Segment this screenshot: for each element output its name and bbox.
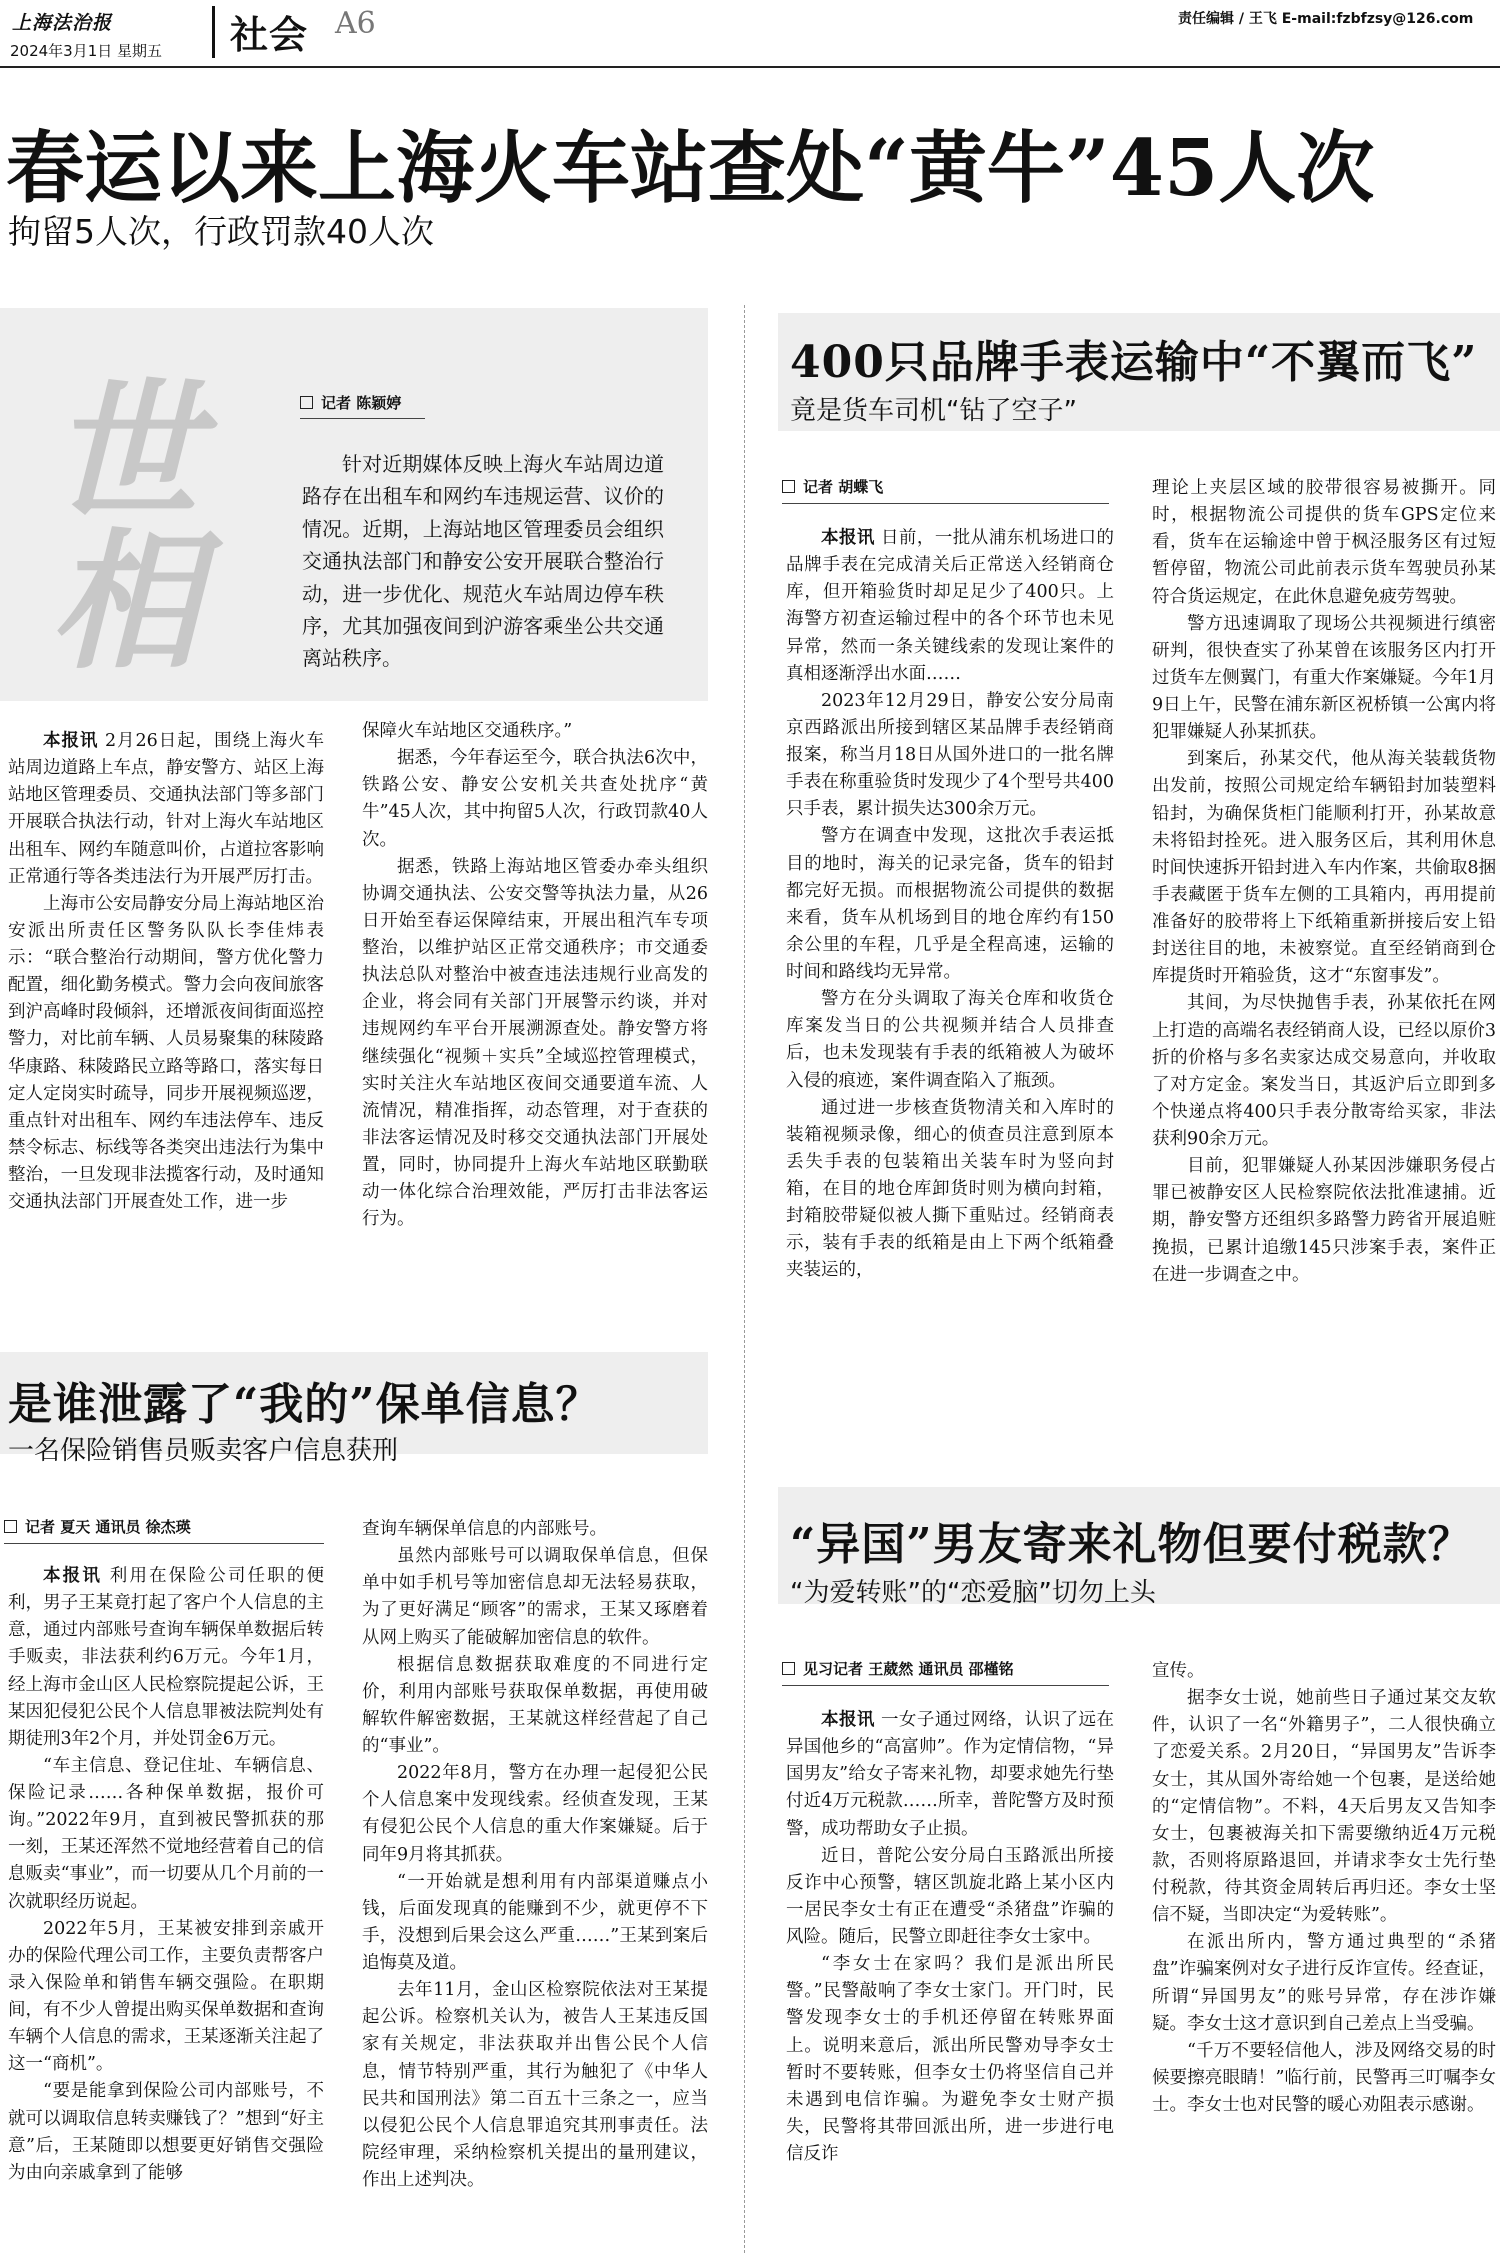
paragraph-text: 一女子通过网络，认识了远在异国他乡的“高富帅”。作为定情信物，“异国男友”给女子寄来礼物，却要求她先行垫付近4万元税款……所幸，普陀警方及时预警，成功帮助女子止损。 <box>786 1710 1115 1839</box>
watch-subtitle: 竟是货车司机“钻了空子” <box>790 396 1077 426</box>
byline-box-icon <box>782 480 795 493</box>
paragraph <box>8 728 324 891</box>
byline-box-icon <box>782 1662 795 1675</box>
paragraph-text: 2月26日起，围绕上海火车站周边道路上车点，静安警方、站区上海站地区管理委员、交通执法部门等多部门开展联合执法行动，针对上海火车站地区出租车、网约车随意叫价，占道拉客影响正常通行等各类违法行为开展严厉打击。 <box>8 731 324 887</box>
paragraph-text: 日前，一批从浦东机场进口的品牌手表在完成清关后正常送入经销商仓库，但开箱验货时却足足少了400只。上海警方初查运输过程中的各个环节也未见异常，然而一条关键线索的发现让案件的真相逐渐浮出水面…… <box>786 528 1115 684</box>
paragraph <box>1152 746 1496 990</box>
paragraph <box>1152 990 1496 1153</box>
lead-byline <box>300 392 401 413</box>
paragraph <box>786 688 1114 824</box>
paragraph <box>786 986 1114 1095</box>
paragraph <box>786 525 1114 688</box>
masthead-rule <box>0 66 1500 68</box>
paragraph-text: 警方在调查中发现，这批次手表运抵目的地时，海关的记录完备，货车的铅封都完好无损。而根据物流公司提供的数据来看，货车从机场到目的地仓库约有150余公里的车程，几乎是全程高速，运输的时间和路线均无异常。 <box>786 826 1114 982</box>
paragraph-text: 宣传。 <box>1152 1661 1205 1681</box>
paragraph-text: 目前，犯罪嫌疑人孙某因涉嫌职务侵占罪已被静安区人民检察院依法批准逮捕。近期，静安警方还组织多路警力跨省开展追赃挽损，已累计追缴145只涉案手表，案件正在进一步调查之中。 <box>1152 1156 1496 1285</box>
paragraph-text: 保障火车站地区交通秩序。” <box>362 721 573 741</box>
paragraph <box>362 745 708 854</box>
paragraph-text: 警方迅速调取了现场公共视频进行缜密研判，很快查实了孙某曾在该服务区内打开过货车左侧翼门，有重大作案嫌疑。今年1月9日上午，民警在浦东新区祝桥镇一公寓内将犯罪嫌疑人孙某抓获。 <box>1152 613 1496 743</box>
paragraph <box>1152 475 1496 611</box>
dateline-lead: 本报讯 <box>43 731 99 751</box>
paragraph <box>1152 1153 1496 1289</box>
watch-col-2 <box>1152 475 1496 1289</box>
insurance-byline <box>4 1516 191 1537</box>
insurance-byline-text: 记者 夏天 通讯员 徐杰瑛 <box>25 1518 191 1536</box>
paragraph-text: 其间，为尽快抛售手表，孙某依托在网上打造的高端名表经销商人设，已经以原价3折的价格与多名卖家达成交易意向，并收取了对方定金。案发当日，其返沪后立即到多个快递点将400只手表分散寄给买家，非法获利90余万元。 <box>1152 993 1496 1149</box>
paragraph <box>362 1652 708 1761</box>
paragraph-text: 据悉，今年春运至今，联合执法6次中，铁路公安、静安公安机关共查处扰序“黄牛”45人次，其中拘留5人次，行政罚款40人次。 <box>362 748 708 850</box>
date-line: 2024年3月1日 星期五 <box>10 42 163 60</box>
paragraph-text: “李女士在家吗？我们是派出所民警。”民警敲响了李女士家门。开门时，民警发现李女士的手机还停留在转账界面上。说明来意后，派出所民警劝导李女士暂时不要转账，但李女士仍将坚信自己并未遇到电信诈骗。为避免李女士财产损失，民警将其带回派出所，进一步进行电信反诈 <box>786 1954 1114 2164</box>
paragraph <box>8 891 324 1217</box>
paragraph-text: 理论上夹层区域的胶带很容易被撕开。同时，根据物流公司提供的货车GPS定位来看，货车在运输途中曾于枫泾服务区有过短暂停留，物流公司此前表示货车驾驶员孙某符合货运规定，在此休息避免疲劳驾驶。 <box>1152 478 1496 607</box>
paragraph-text: 2023年12月29日，静安公安分局南京西路派出所接到辖区某品牌手表经销商报案，称当月18日从国外进口的一批名牌手表在称重验货时发现少了4个型号共400只手表，累计损失达300余万元。 <box>786 690 1114 820</box>
paragraph-text: 在派出所内，警方通过典型的“杀猪盘”诈骗案例对女子进行反诈宣传。经查证，所谓“异国男友”的账号异常，存在涉诈嫌疑。李女士这才意识到自己差点上当受骗。 <box>1152 1932 1496 2034</box>
paragraph <box>8 1563 324 1753</box>
paragraph-text: “车主信息、登记住址、车辆信息、保险记录……各种保单数据，报价可询。”2022年9月，直到被民警抓获的那一刻，王某还浑然不觉地经营着自己的信息贩卖“事业”，而一切要从几个月前的一次就职经历说起。 <box>8 1755 324 1912</box>
paragraph <box>786 1707 1114 1843</box>
lead-byline-text: 记者 陈颖婷 <box>321 394 402 412</box>
column-mark-watermark: 世相 <box>24 372 200 672</box>
dateline-lead: 本报讯 <box>821 528 875 548</box>
editor-line: 责任编辑 / 王飞 E-mail:fzbfzsy@126.com <box>1178 11 1474 27</box>
dateline-lead: 本报讯 <box>821 1710 875 1730</box>
paragraph <box>362 718 708 745</box>
insurance-byline-rule <box>4 1543 324 1544</box>
lead-intro: 针对近期媒体反映上海火车站周边道路存在出租车和网约车违规运营、议价的情况。近期，上海站地区管理委员会组织交通执法部门和静安公安开展联合整治行动，进一步优化、规范火车站周边停车秩序，尤其加强夜间到沪游客乘坐公共交通离站秩序。 <box>302 452 664 671</box>
paragraph <box>786 1951 1114 2168</box>
paragraph <box>8 1916 324 2079</box>
paper-name: 上海法治报 <box>12 12 113 34</box>
byline-box-icon <box>4 1520 17 1533</box>
paragraph <box>8 1753 324 1916</box>
romance-col-2 <box>1152 1658 1496 2119</box>
paragraph <box>786 823 1114 986</box>
paragraph <box>1152 1658 1496 1685</box>
watch-col-1 <box>786 525 1114 1285</box>
paragraph-text: 据悉，铁路上海站地区管委办牵头组织协调交通执法、公安交警等执法力量，从26日开始至春运保障结束，开展出租汽车专项整治，以维护站区正常交通秩序；市交通委执法总队对整治中被查违法违规行业高发的企业，将会同有关部门开展警示约谈，并对违规网约车平台开展溯源查处。静安警方将继续强化“视频＋实兵”全域巡控管理模式，实时关注火车站地区夜间交通要道车流、人流情况，精准指挥，动态管理，对于查获的非法客运情况及时移交交通执法部门开展处置，同时，协同提升上海火车站地区联勤联动一体化综合治理效能，严厉打击非法客运行为。 <box>362 856 708 1230</box>
paragraph-text: “一开始就是想利用有内部渠道赚点小钱，后面发现真的能赚到不少，就更停不下手，没想到后果会这么严重……”王某到案后追悔莫及道。 <box>362 1871 708 1973</box>
masthead-divider <box>212 6 215 58</box>
romance-byline <box>782 1658 1014 1679</box>
lead-subtitle: 拘留5人次，行政罚款40人次 <box>8 212 434 251</box>
paragraph <box>1152 2038 1496 2119</box>
paragraph <box>1152 611 1496 747</box>
paragraph <box>786 1095 1114 1285</box>
section-name: 社会 <box>230 12 309 57</box>
paragraph-text: “要是能拿到保险公司内部账号，不就可以调取信息转卖赚钱了？”想到“好主意”后，王某随即以想要更好销售交强险为由向亲戚拿到了能够 <box>8 2081 324 2183</box>
watch-byline-text: 记者 胡蝶飞 <box>803 478 884 496</box>
paragraph-text: 据李女士说，她前些日子通过某交友软件，认识了一名“外籍男子”，二人很快确立了恋爱关系。2月20日，“异国男友”告诉李女士，其从国外寄给她一个包裹，是送给她的“定情信物”。不料，4天后男友又告知李女士，包裹被海关扣下需要缴纳近4万元税款，否则将原路退回，并请求李女士先行垫付税款，待其资金周转后再归还。李女士坚信不疑，当即决定“为爱转账”。 <box>1152 1688 1496 1926</box>
paragraph-text: “千万不要轻信他人，涉及网络交易的时候要擦亮眼睛！”临行前，民警再三叮嘱李女士。李女士也对民警的暖心劝阻表示感谢。 <box>1152 2040 1496 2115</box>
paragraph <box>1152 1685 1496 1929</box>
insurance-title: 是谁泄露了“我的”保单信息？ <box>8 1379 601 1430</box>
paragraph-text: 查询车辆保单信息的内部账号。 <box>362 1519 607 1539</box>
paragraph <box>786 1843 1114 1952</box>
paragraph <box>362 1977 708 2194</box>
lead-col-2 <box>362 718 708 1233</box>
paragraph <box>8 2078 324 2187</box>
paragraph <box>1152 1929 1496 2038</box>
paragraph-text: 警方在分头调取了海关仓库和收货仓库案发当日的公共视频并结合人员排查后，也未发现装有手表的纸箱被人为破坏入侵的痕迹，案件调查陷入了瓶颈。 <box>786 989 1114 1091</box>
paragraph-text: 虽然内部账号可以调取保单信息，但保单中如手机号等加密信息却无法轻易获取，为了更好满足“顾客”的需求，王某又琢磨着从网上购买了能破解加密信息的软件。 <box>362 1546 708 1648</box>
paragraph <box>362 1516 708 1543</box>
romance-col-1 <box>786 1707 1114 2168</box>
watch-title: 400只品牌手表运输中“不翼而飞” <box>790 337 1478 388</box>
insurance-col-2 <box>362 1516 708 2194</box>
byline-box-icon <box>300 396 313 409</box>
paragraph-text: 通过进一步核查货物清关和入库时的装箱视频录像，细心的侦查员注意到原本丢失手表的包装箱出关装车时为竖向封箱，在目的地仓库卸货时则为横向封箱，封箱胶带疑似被人撕下重贴过。经销商表示，装有手表的纸箱是由上下两个纸箱叠夹装运的， <box>786 1097 1114 1281</box>
paragraph-text: 根据信息数据获取难度的不同进行定价，利用内部账号获取保单数据，再使用破解软件解密数据，王某就这样经营起了自己的“事业”。 <box>362 1654 708 1756</box>
romance-subtitle: “为爱转账”的“恋爱脑”切勿上头 <box>790 1578 1156 1608</box>
paragraph-text: 近日，普陀公安分局白玉路派出所接反诈中心预警，辖区凯旋北路上某小区内一居民李女士有正在遭受“杀猪盘”诈骗的风险。随后，民警立即赶往李女士家中。 <box>786 1845 1114 1947</box>
paragraph <box>362 1869 708 1978</box>
paragraph-text: 去年11月，金山区检察院依法对王某提起公诉。检察机关认为，被告人王某违反国家有关规定，非法获取并出售公民个人信息，情节特别严重，其行为触犯了《中华人民共和国刑法》第二百五十三条之一，应当以侵犯公民个人信息罪追究其刑事责任。法院经审理，采纳检察机关提出的量刑建议，作出上述判决。 <box>362 1980 708 2190</box>
watch-byline <box>782 476 883 497</box>
paragraph-text: 到案后，孙某交代，他从海关装载货物出发前，按照公司规定给车辆铅封加装塑料铅封，为确保货柜门能顺利打开，孙某故意未将铅封拴死。进入服务区后，其利用休息时间快速拆开铅封进入车内作案，共偷取8捆手表藏匿于货车左侧的工具箱内，再用提前准备好的胶带将上下纸箱重新拼接后安上铅封送往目的地，未被察觉。直至经销商到仓库提货时开箱验货，这才“东窗事发”。 <box>1152 749 1496 987</box>
paragraph <box>362 1760 708 1869</box>
paragraph-text: 上海市公安局静安分局上海站地区治安派出所责任区警务队队长李佳炜表示：“联合整治行动期间，警方优化警力配置，细化勤务模式。警力会向夜间旅客到沪高峰时段倾斜，还增派夜间街面巡控警力，对比前车辆、人员易聚集的秣陵路华康路、秣陵路民立路等路口，落实每日定人定岗实时疏导，同步开展视频巡逻，重点针对出租车、网约车违法停车、违反禁令标志、标线等各类突出违法行为集中整治，一旦发现非法揽客行动，及时通知交通执法部门开展查处工作，进一步 <box>8 893 324 1213</box>
insurance-subtitle: 一名保险销售员贩卖客户信息获刑 <box>8 1436 399 1466</box>
paragraph-text: 2022年8月，警方在办理一起侵犯公民个人信息案中发现线索。经侦查发现，王某有侵犯公民个人信息的重大作案嫌疑。后于同年9月将其抓获。 <box>362 1763 708 1865</box>
paragraph-text: 利用在保险公司任职的便利，男子王某竟打起了客户个人信息的主意，通过内部账号查询车辆保单数据后转手贩卖，非法获利约6万元。今年1月，经上海市金山区人民检察院提起公诉，王某因犯侵犯公民个人信息罪被法院判处有期徒刑3年2个月，并处罚金6万元。 <box>8 1566 325 1749</box>
lead-title: 春运以来上海火车站查处“黄牛”45人次 <box>6 123 1375 214</box>
romance-byline-rule <box>782 1685 1109 1686</box>
paragraph <box>362 854 708 1234</box>
lead-col-1 <box>8 728 324 1216</box>
lead-byline-rule <box>300 418 425 419</box>
dateline-lead: 本报讯 <box>43 1566 103 1586</box>
paragraph <box>362 1543 708 1652</box>
column-divider <box>744 305 745 2253</box>
watch-byline-rule <box>782 503 1109 504</box>
page-number: A6 <box>335 6 376 41</box>
insurance-col-1 <box>8 1563 324 2187</box>
romance-title: “异国”男友寄来礼物但要付税款？ <box>790 1519 1473 1570</box>
paragraph-text: 2022年5月，王某被安排到亲戚开办的保险代理公司工作，主要负责帮客户录入保险单和销售车辆交强险。在职期间，有不少人曾提出购买保单数据和查询车辆个人信息的需求，王某逐渐关注起了这一“商机”。 <box>8 1918 324 2075</box>
romance-byline-text: 见习记者 王葳然 通讯员 邵槿铭 <box>803 1660 1014 1678</box>
